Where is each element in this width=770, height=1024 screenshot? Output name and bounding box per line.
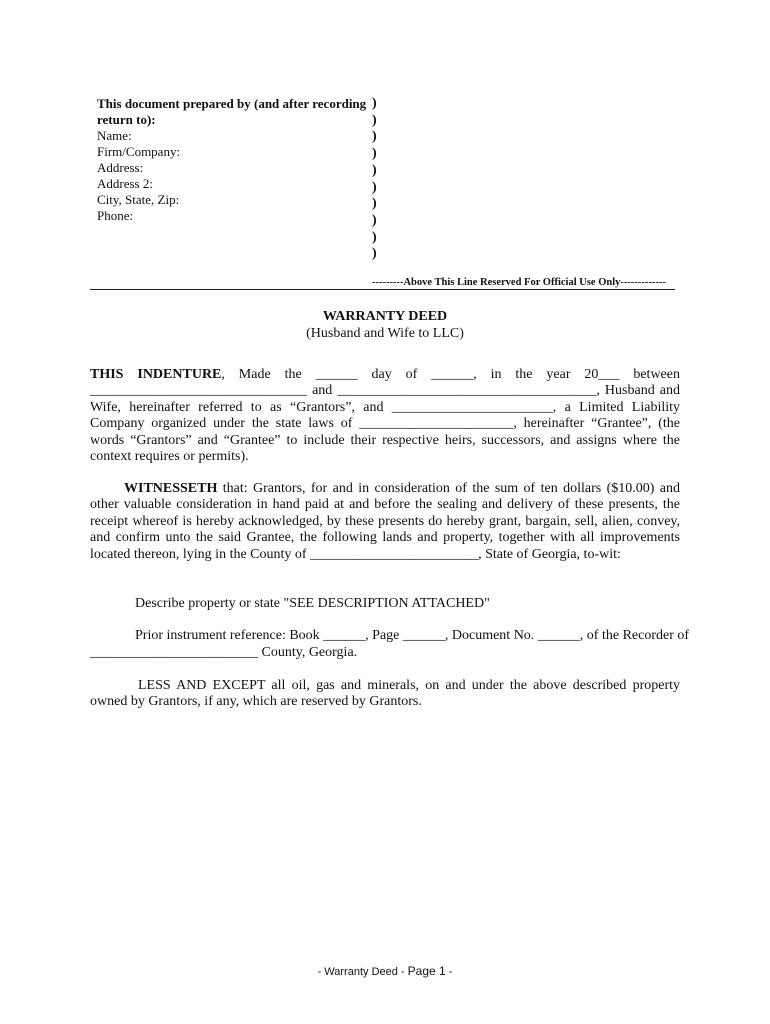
parenthesis-column: ) ) ) ) ) ) ) ) ) ) [372,96,377,262]
prior-reference-line: Prior instrument reference: Book ______, Page ______, Document No. ______, of the Recorder of [135,628,690,643]
document-subtitle: (Husband and Wife to LLC) [306,326,464,341]
field-address2-label: Address 2: [97,176,153,191]
document-title: WARRANTY DEED [322,309,448,324]
prior-reference-county-line: ________________________ County, Georgia. [90,645,358,660]
prepared-by-block [97,96,377,224]
footer-label: - Warranty Deed - [317,966,408,978]
field-name-label: Name: [97,128,132,143]
field-city-state-zip-label: City, State, Zip: [97,192,180,207]
field-phone-label: Phone: [97,208,134,223]
horizontal-rule [90,289,675,290]
indenture-paragraph [90,367,680,465]
prepared-by-heading: This document prepared by (and after recording return to): [97,96,367,127]
witnesseth-paragraph [90,481,680,563]
footer-suffix: - [445,966,453,978]
describe-property-line: Describe property or state "SEE DESCRIPTION ATTACHED" [135,596,490,611]
field-address-label: Address: [97,160,144,175]
page-footer [0,964,770,978]
indenture-text: , Made the ______ day of ______, in the year 20___ between _______________________________ and _____________________________________, Husband and Wife, hereinafter referred to as “Grantors”, and _______________________, a Limited Liability Company organized under the state laws of ______________________, hereinafter “Grantee”, (the words “Grantors” and “Grantee” to include their respective heirs, successors, and assigns where the context requires or permits). [90,367,680,465]
witnesseth-lead: WITNESSETH [124,481,218,496]
reserved-line-note: ---------Above This Line Reserved For Official Use Only------------- [372,277,666,288]
footer-page-number: Page 1 [407,964,446,978]
witnesseth-text: that: Grantors, for and in consideration of the sum of ten dollars ($10.00) and other valuable consideration in hand paid at and before the sealing and delivery of these presents, the receipt whereof is hereby acknowledged, by these presents do hereby grant, bargain, sell, alien, convey, and confirm unto the said Grantee, the following lands and property, together with all improvements located thereon, lying in the County of ________________________, State of Georgia, to-wit: [90,481,680,562]
less-and-except-paragraph: LESS AND EXCEPT all oil, gas and minerals, on and under the above described property owned by Grantors, if any, which are reserved by Grantors. [90,678,680,710]
indenture-lead: THIS INDENTURE [90,367,222,382]
field-firm-label: Firm/Company: [97,144,181,159]
